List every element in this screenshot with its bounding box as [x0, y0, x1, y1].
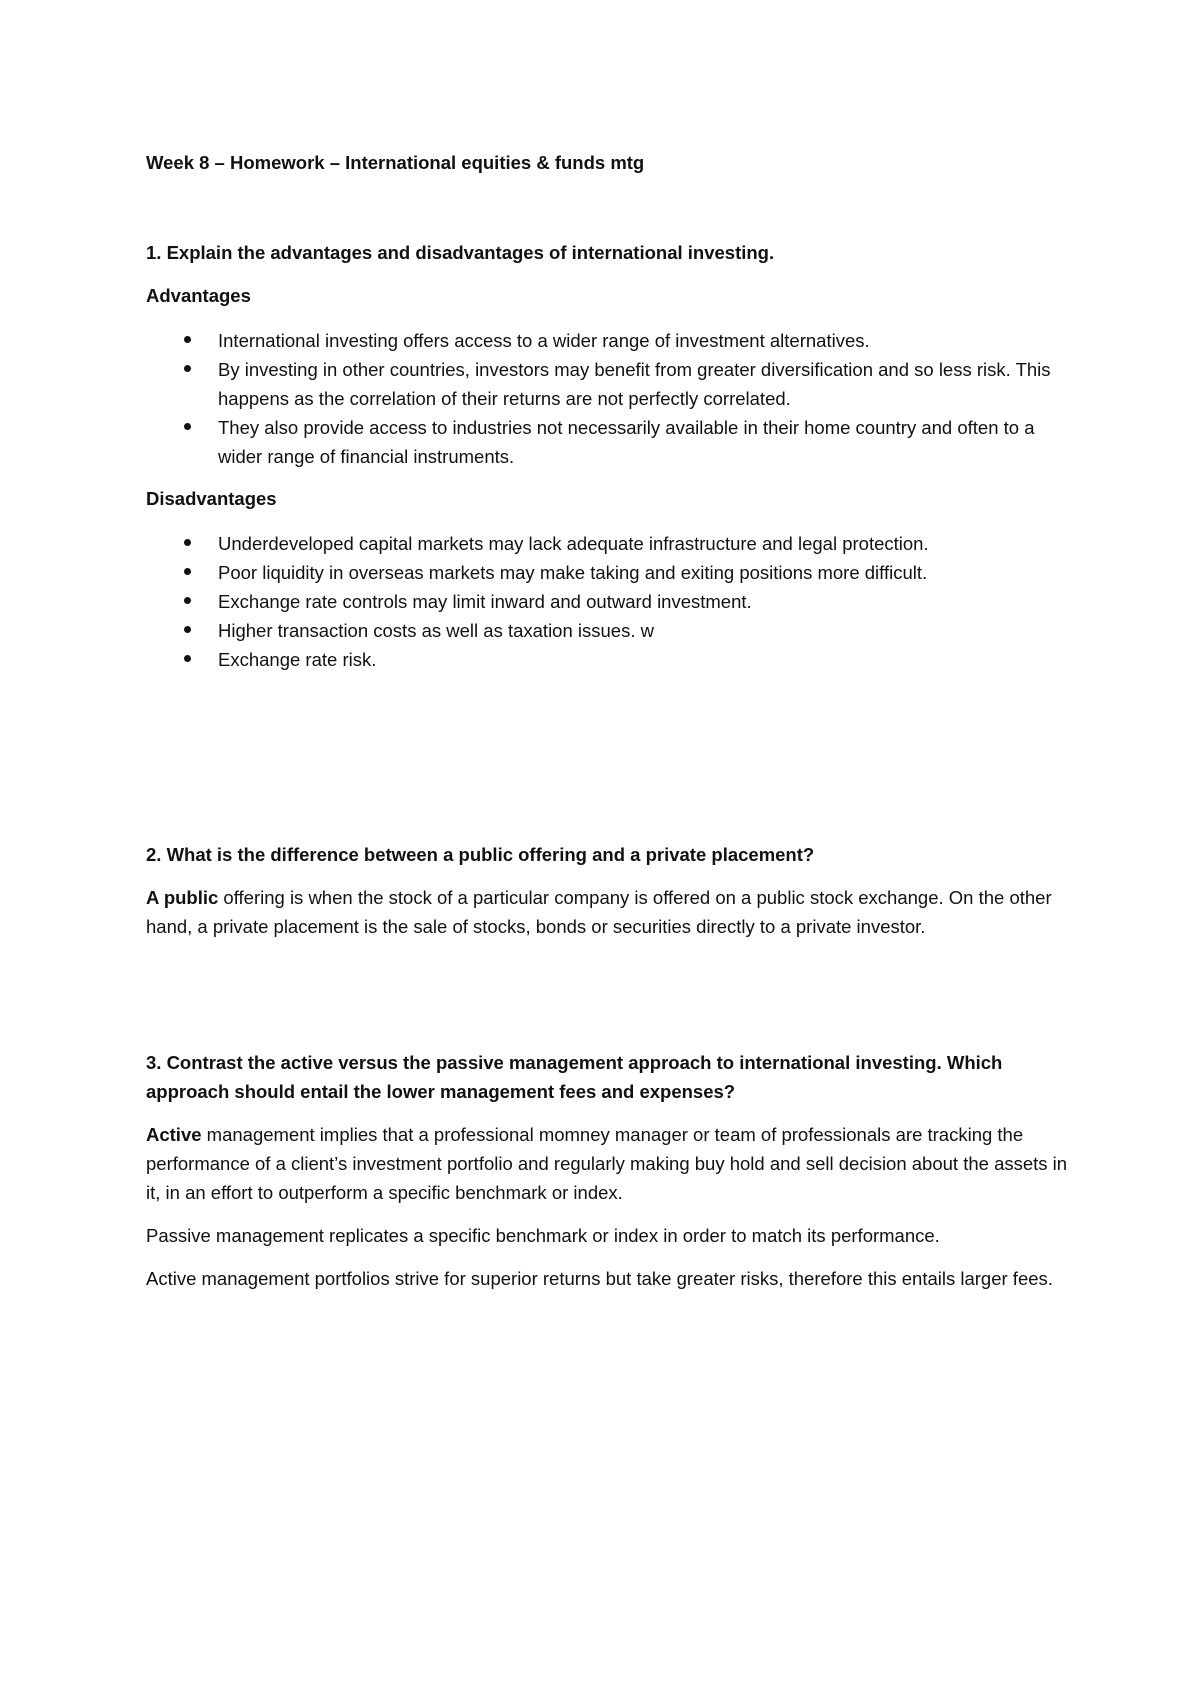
- disadvantage-text: Poor liquidity in overseas markets may make taking and exiting positions more difficult.: [218, 562, 928, 583]
- advantage-text: International investing offers access to a wider range of investment alternatives.: [218, 330, 870, 351]
- disadvantage-text: Exchange rate risk.: [218, 649, 377, 670]
- bullet-icon: [184, 539, 191, 546]
- bullet-icon: [184, 626, 191, 633]
- bullet-icon: [184, 655, 191, 662]
- disadvantage-text: Exchange rate controls may limit inward and outward investment.: [218, 591, 752, 612]
- list-item: [146, 558, 1076, 587]
- list-item: [146, 529, 1076, 558]
- advantages-heading: Advantages: [146, 285, 251, 306]
- disadvantage-text: Higher transaction costs as well as taxation issues. w: [218, 620, 654, 641]
- answer-3-paragraph-3: Active management portfolios strive for superior returns but take greater risks, therefore this entails larger fees.: [146, 1268, 1053, 1289]
- answer-3-paragraph-1: [146, 1120, 1076, 1207]
- question-1: 1. Explain the advantages and disadvantages of international investing.: [146, 242, 775, 263]
- list-item: [146, 326, 1076, 355]
- answer-3-paragraph-2: Passive management replicates a specific benchmark or index in order to match its performance.: [146, 1225, 940, 1246]
- answer-3-text: management implies that a professional momney manager or team of professionals are tracking the performance of a client’s investment portfolio and regularly making buy hold and sell decision about the assets in it, in an effort to outperform a specific benchmark or index.: [146, 1124, 1068, 1203]
- advantage-text: They also provide access to industries not necessarily available in their home country and often to a wider range of financial instruments.: [218, 417, 1035, 467]
- bullet-icon: [184, 336, 191, 343]
- question-2: 2. What is the difference between a public offering and a private placement?: [146, 844, 815, 865]
- list-item: [146, 355, 1076, 413]
- bullet-icon: [184, 423, 191, 430]
- list-item: [146, 413, 1076, 471]
- bullet-icon: [184, 568, 191, 575]
- answer-2-lead: A public: [146, 887, 219, 908]
- answer-2-text: offering is when the stock of a particular company is offered on a public stock exchange. On the other hand, a private placement is the sale of stocks, bonds or securities directly to a private investor.: [146, 887, 1052, 937]
- list-item: [146, 616, 1076, 645]
- document-body: [146, 148, 1076, 1293]
- disadvantage-text: Underdeveloped capital markets may lack adequate infrastructure and legal protection.: [218, 533, 929, 554]
- answer-3-lead: Active: [146, 1124, 202, 1145]
- disadvantages-list: [146, 529, 1076, 674]
- list-item: [146, 587, 1076, 616]
- document-title: Week 8 – Homework – International equities & funds mtg: [146, 152, 645, 173]
- list-item: [146, 645, 1076, 674]
- advantage-text: By investing in other countries, investors may benefit from greater diversification and so less risk. This happens as the correlation of their returns are not perfectly correlated.: [218, 359, 1051, 409]
- disadvantages-heading: Disadvantages: [146, 488, 277, 509]
- advantages-list: [146, 326, 1076, 471]
- bullet-icon: [184, 597, 191, 604]
- bullet-icon: [184, 365, 191, 372]
- answer-2: [146, 883, 1076, 941]
- question-3: 3. Contrast the active versus the passive management approach to international investing. Which approach should entail the lower management fees and expenses?: [146, 1052, 1003, 1102]
